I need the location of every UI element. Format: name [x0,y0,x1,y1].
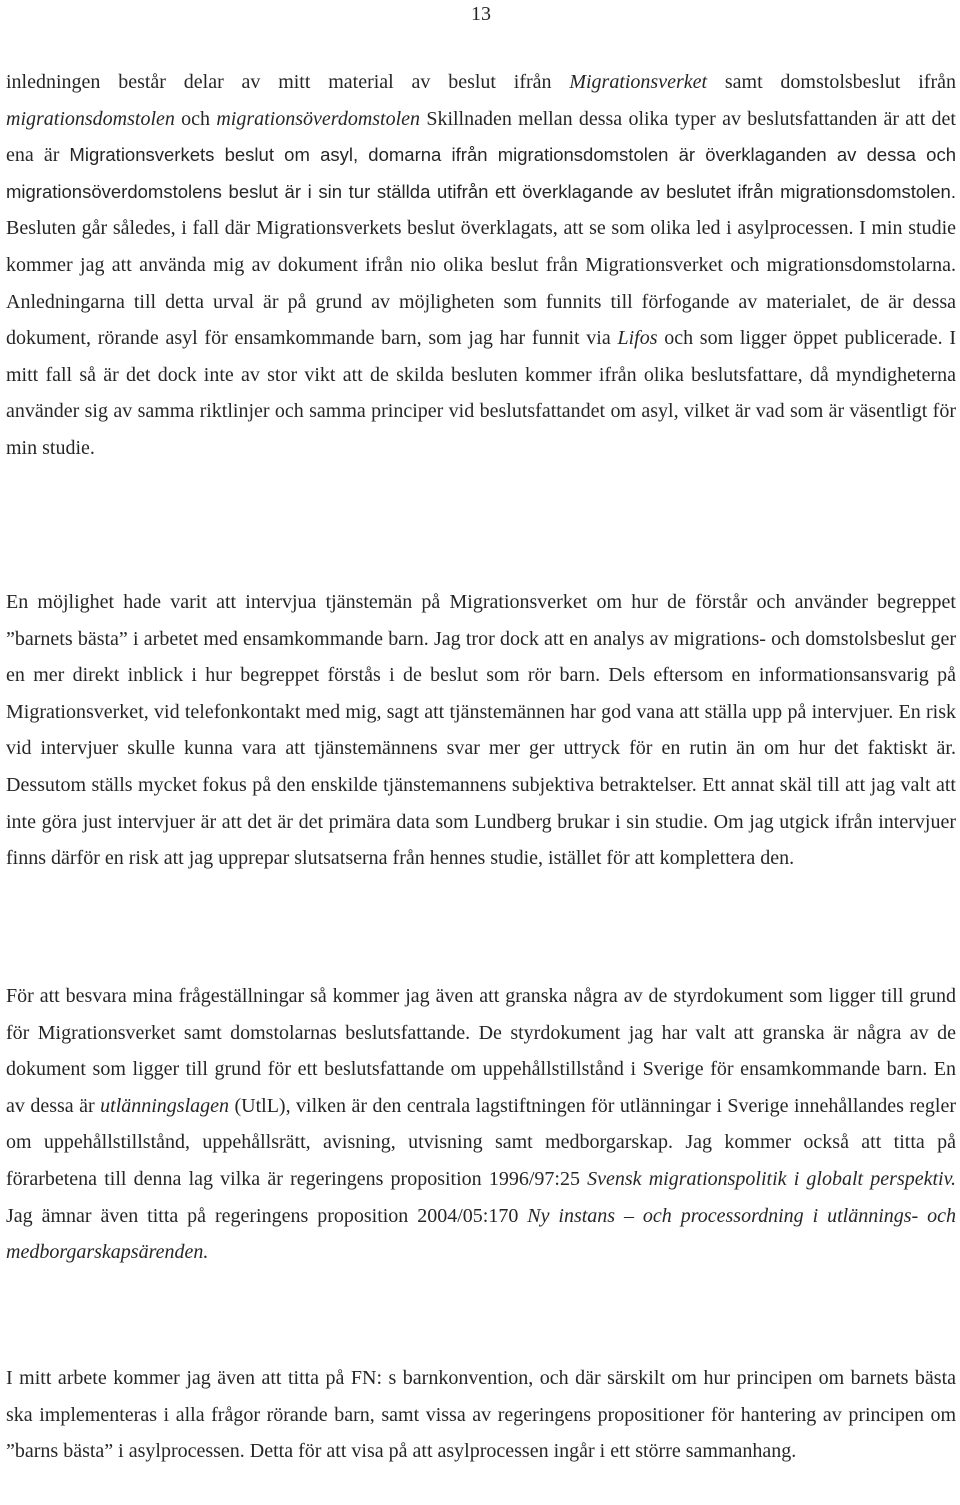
p3-text-1: För att besvara mina frågeställningar så kommer jag även att granska några av de styrdokument som ligger till grund för Migrationsverket samt domstolarnas beslutsfattande. De styrdokument jag har valt att granska är några av de dokument som ligger till grund för ett beslutsfattande om uppehållstillstånd i Sverige för ensamkommande barn. En av dessa är [6,985,956,1117]
p1-text-6: och som ligger öppet publicerade. I mitt fall så är det dock inte av stor vikt att de skilda besluten kommer ifrån olika beslutsfattare, då myndigheterna använder sig av samma riktlinjer och samma principer vid beslutsfattandet om asyl, vilket är vad som är väsentligt för min studie. [6,327,956,459]
p1-emphasis-migrationsoverdomstolen: migrationsöverdomstolen [216,107,421,130]
p1-text-4: Skillnaden mellan dessa olika typer av beslutsfattanden är att det ena är [6,107,956,167]
p1-text-1: inledningen består delar av mitt material av beslut ifrån [6,71,570,93]
p3-emphasis-proposition-title-1: Svensk migrationspolitik i globalt perspektiv. [587,1167,956,1190]
paragraph-3 [6,978,956,1271]
p3-text-2: (UtlL), vilken är den centrala lagstiftningen för utlänningar i Sverige innehållandes regler om uppehållstillstånd, uppehållsrätt, avisning, utvisning samt medborgarskap. Jag kommer också att titta på förarbetena till denna lag vilka är regeringens proposition 1996/97:25 [6,1094,957,1190]
p1-emphasis-lifos: Lifos [617,327,658,350]
p3-emphasis-proposition-title-2: Ny instans – och processordning i utlännings- och medborgarskapsärenden. [6,1204,956,1264]
page-number: 13 [471,3,491,25]
paragraph-2: En möjlighet hade varit att intervjua tjänstemän på Migrationsverket om hur de förstår och använder begreppet ”barnets bästa” i arbetet med ensamkommande barn. Jag tror dock att en analys av migrations- och domstolsbeslut ger en mer direkt inblick i hur begreppet förstås i de beslut som rör barn. Dels eftersom en informationsansvarig på Migrationsverket, vid telefonkontakt med mig, sagt att tjänstemännen har god vana att ställa upp på intervjuer. En risk vid intervjuer skulle kunna vara att tjänstemännens svar mer ger uttryck för en rutin än om hur det faktiskt är. Dessutom ställs mycket fokus på den enskilde tjänstemannens subjektiva betraktelser. Ett annat skäl till att jag valt att inte göra just intervjuer är att det är det primära data som Lundberg brukar i sin studie. Om jag utgick ifrån intervjuer finns därför en risk att jag upprepar slutsatserna från hennes studie, istället för att komplettera den. [6,591,956,870]
p1-text-5: Besluten går således, i fall där Migrationsverkets beslut överklagats, att se som olika led i asylprocessen. I min studie kommer jag att använda mig av dokument ifrån nio olika beslut från Migrationsverket och migrationsdomstolarna. Anledningarna till detta urval är på grund av möjligheten som funnits till förfogande av materialet, de är dessa dokument, rörande asyl för ensamkommande barn, som jag har funnit via [6,217,956,350]
p1-text-3: och [174,107,217,130]
p3-text-3: Jag ämnar även titta på regeringens proposition 2004/05:170 [6,1204,528,1227]
p1-emphasis-migrationsdomstolen: migrationsdomstolen [6,107,175,130]
p1-text-sans: Migrationsverkets beslut om asyl, domarna ifrån migrationsdomstolen är överklaganden av dessa och migrationsöverdomstolens beslut är i sin tur ställda utifrån ett överklagande av beslutet ifrån migrationsdomstolen. [6,144,956,202]
p3-emphasis-utlanningslagen: utlänningslagen [100,1094,230,1117]
p1-text-2: samt domstolsbeslut ifrån [707,71,956,93]
paragraph-4: I mitt arbete kommer jag även att titta på FN: s barnkonvention, och där särskilt om hur principen om barnets bästa ska implementeras i alla frågor rörande barn, samt vissa av regeringens propositioner för hantering av principen om ”barns bästa” i asylprocessen. Detta för att visa på att asylprocessen ingår i ett större sammanhang. [6,1367,956,1463]
p1-emphasis-migrationsverket: Migrationsverket [569,71,708,93]
paragraph-1 [6,64,956,467]
